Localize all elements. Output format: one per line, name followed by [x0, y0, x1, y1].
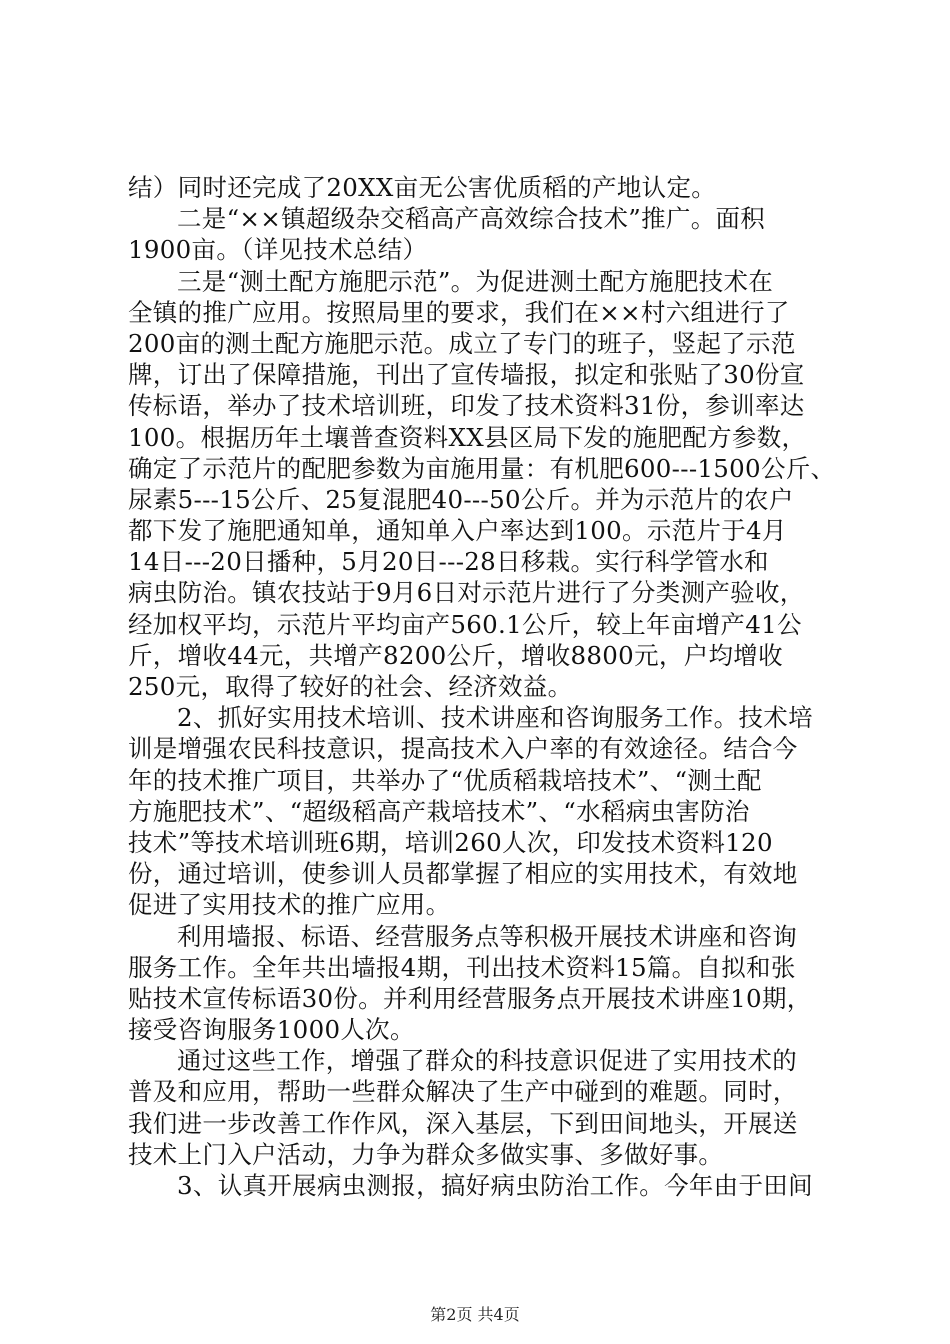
text-line: 传标语，举办了技术培训班，印发了技术资料31份，参训率达	[128, 391, 805, 421]
text-line: 14日---20日播种，5月20日---28日移栽。实行科学管水和	[128, 547, 769, 577]
text-line: 病虫防治。镇农技站于9月6日对示范片进行了分类测产验收，	[128, 578, 805, 608]
text-line: 训是增强农民科技意识，提高技术入户率的有效途径。结合今	[128, 734, 798, 764]
text-line: 接受咨询服务1000人次。	[128, 1015, 415, 1045]
text-line: 年的技术推广项目，共举办了“优质稻栽培技术”、“测土配	[128, 765, 762, 795]
text-line: 通过这些工作，增强了群众的科技意识促进了实用技术的	[177, 1046, 797, 1076]
text-line: 方施肥技术”、“超级稻高产栽培技术”、“水稻病虫害防治	[128, 796, 750, 826]
text-line: 3、认真开展病虫测报，搞好病虫防治工作。今年由于田间	[177, 1171, 813, 1200]
text-line: 贴技术宣传标语30份。并利用经营服务点开展技术讲座10期，	[128, 983, 812, 1013]
text-line: 二是“××镇超级杂交稻高产高效综合技术”推广。面积	[177, 204, 766, 234]
text-line: 三是“测土配方施肥示范”。为促进测土配方施肥技术在	[177, 266, 774, 296]
text-line: 我们进一步改善工作作风，深入基层，下到田间地头，开展送	[128, 1108, 798, 1138]
text-line: 斤，增收44元，共增产8200公斤，增收8800元，户均增收	[128, 640, 783, 670]
text-line: 份，通过培训，使参训人员都掌握了相应的实用技术，有效地	[128, 859, 798, 889]
text-line: 尿素5---15公斤、25复混肥40---50公斤。并为示范片的农户	[128, 484, 794, 514]
text-line: 都下发了施肥通知单，通知单入户率达到100。示范片于4月	[128, 516, 787, 546]
text-line: 1900亩。（详见技术总结）	[128, 235, 428, 265]
text-line: 全镇的推广应用。按照局里的要求，我们在××村六组进行了	[128, 297, 790, 327]
text-line: 服务工作。全年共出墙报4期，刊出技术资料15篇。自拟和张	[128, 952, 796, 982]
document-body	[128, 172, 838, 1201]
text-line: 技术”等技术培训班6期，培训260人次，印发技术资料120	[128, 827, 773, 857]
text-line: 确定了示范片的配肥参数为亩施用量：有机肥600---1500公斤、	[128, 453, 836, 483]
text-line: 200亩的测土配方施肥示范。成立了专门的班子，竖起了示范	[128, 328, 796, 358]
text-line: 普及和应用，帮助一些群众解决了生产中碰到的难题。同时，	[128, 1077, 798, 1107]
text-line: 100。根据历年土壤普查资料XX县区局下发的施肥配方参数，	[128, 422, 807, 452]
text-line: 结）同时还完成了20XX亩无公害优质稻的产地认定。	[128, 173, 717, 202]
page-footer: 第2页 共4页	[430, 1305, 520, 1324]
text-line: 技术上门入户活动，力争为群众多做实事、多做好事。	[128, 1139, 724, 1169]
text-line: 250元，取得了较好的社会、经济效益。	[128, 672, 573, 701]
text-line: 牌，订出了保障措施，刊出了宣传墙报，拟定和张贴了30份宣	[128, 360, 805, 390]
text-line: 促进了实用技术的推广应用。	[128, 890, 451, 920]
text-line: 利用墙报、标语、经营服务点等积极开展技术讲座和咨询	[177, 921, 797, 951]
text-line: 2、抓好实用技术培训、技术讲座和咨询服务工作。技术培	[177, 703, 813, 733]
text-line: 经加权平均，示范片平均亩产560.1公斤，较上年亩增产41公	[128, 609, 802, 639]
